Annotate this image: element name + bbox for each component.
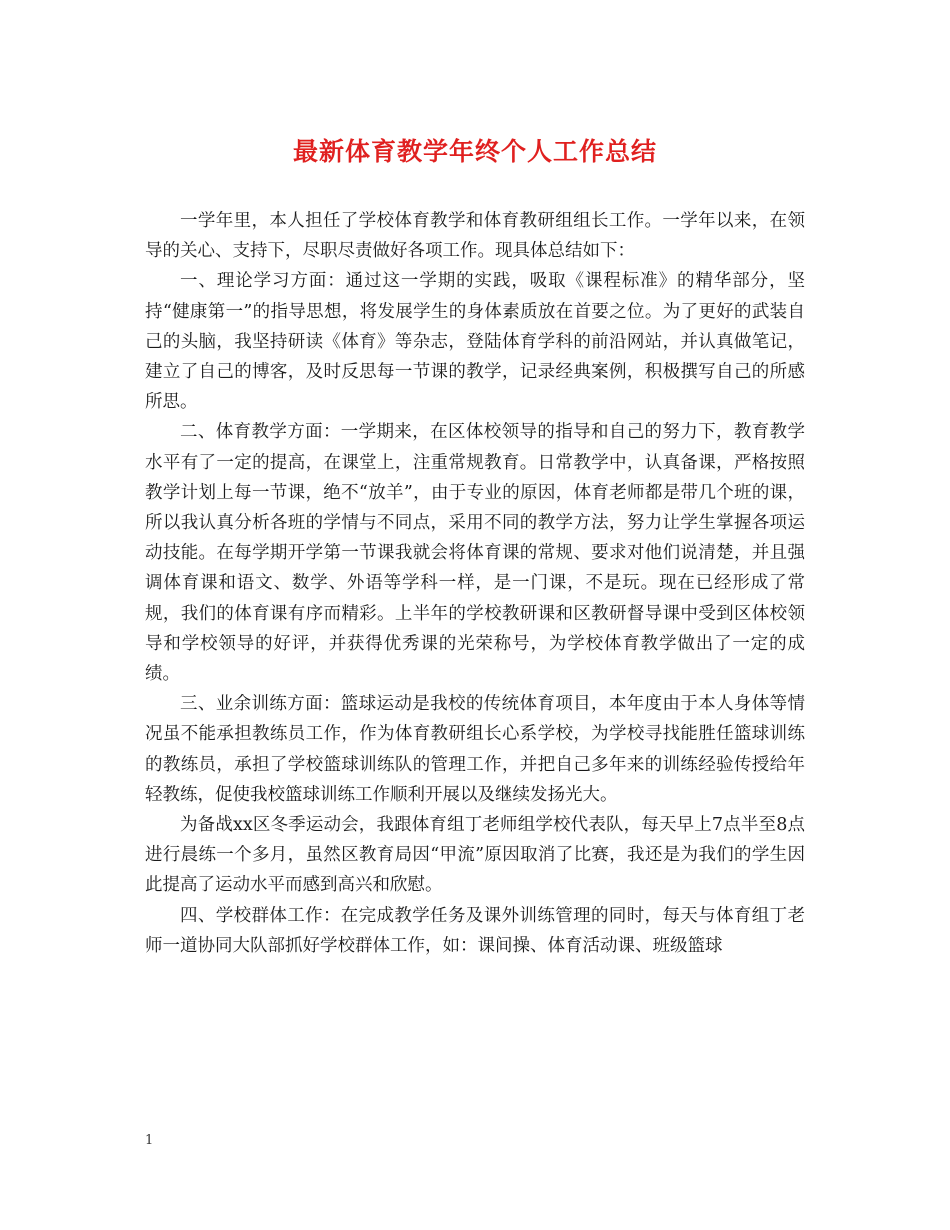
paragraph-theory-study: 一、理论学习方面：通过这一学期的实践，吸取《课程标准》的精华部分，坚持“健康第一”的指导思想，将发展学生的身体素质放在首要之位。为了更好的武装自己的头脑，我坚持研读《体育》等杂志，登陆体育学科的前沿网站，并认真做笔记，建立了自己的博客，及时反思每一节课的教学，记录经典案例，积极撰写自己的所感所思。	[145, 271, 805, 413]
paragraph-group-work: 四、学校群体工作：在完成教学任务及课外训练管理的同时，每天与体育组丁老师一道协同大队部抓好学校群体工作，如：课间操、体育活动课、班级篮球	[145, 905, 805, 956]
paragraph-amateur-training: 三、业余训练方面：篮球运动是我校的传统体育项目，本年度由于本人身体等情况虽不能承担教练员工作，作为体育教研组长心系学校，为学校寻找能胜任篮球训练的教练员，承担了学校篮球训练队的管理工作，并把自己多年来的训练经验传授给年轻教练，促使我校篮球训练工作顺利开展以及继续发扬光大。	[145, 694, 805, 805]
page-number: 1	[145, 1133, 154, 1148]
paragraph-winter-games: 为备战xx区冬季运动会，我跟体育组丁老师组学校代表队，每天早上7点半至8点进行晨练一个多月，虽然区教育局因“甲流”原因取消了比赛，我还是为我们的学生因此提高了运动水平而感到高兴和欣慰。	[145, 815, 805, 896]
paragraph-intro: 一学年里，本人担任了学校体育教学和体育教研组组长工作。一学年以来，在领导的关心、支持下，尽职尽责做好各项工作。现具体总结如下：	[145, 211, 805, 262]
paragraph-pe-teaching: 二、体育教学方面：一学期来，在区体校领导的指导和自己的努力下，教育教学水平有了一定的提高，在课堂上，注重常规教育。日常教学中，认真备课，严格按照教学计划上每一节课，绝不“放羊”，由于专业的原因，体育老师都是带几个班的课，所以我认真分析各班的学情与不同点，采用不同的教学方法，努力让学生掌握各项运动技能。在每学期开学第一节课我就会将体育课的常规、要求对他们说清楚，并且强调体育课和语文、数学、外语等学科一样，是一门课，不是玩。现在已经形成了常规，我们的体育课有序而精彩。上半年的学校教研课和区教研督导课中受到区体校领导和学校领导的好评，并获得优秀课的光荣称号，为学校体育教学做出了一定的成绩。	[145, 422, 805, 685]
document-title: 最新体育教学年终个人工作总结	[292, 137, 657, 166]
document-body	[145, 206, 805, 961]
